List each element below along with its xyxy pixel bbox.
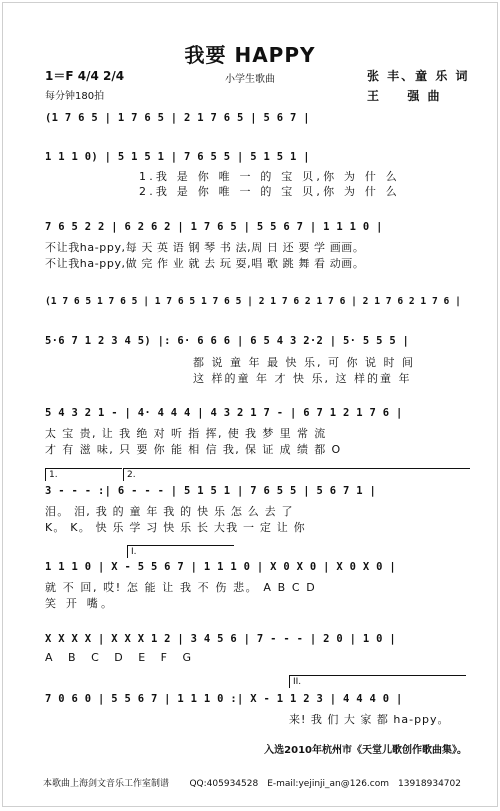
score-line-2: 1 1 1 0) | 5 1 5 1 | 7 6 5 5 | 5 1 5 1 | [45, 151, 310, 163]
lyric-line-7a: 泪。 泪, 我 的 童 年 我 的 快 乐 怎 么 去 了 [45, 505, 294, 518]
lyric-line-10: 来! 我 们 大 家 都 ha-ppy。 [289, 713, 450, 726]
tempo-marking: 每分钟180拍 [45, 91, 105, 102]
sheet-page [2, 2, 498, 807]
lyric-line-7b: K。 K。 快 乐 学 习 快 乐 长 大我 一 定 让 你 [45, 521, 306, 534]
lyric-line-8b: 笑 开 嘴。 [45, 597, 116, 610]
lyricist-credit: 张 丰、童 乐 词 [367, 69, 470, 83]
lyric-line-3b: 不让我ha-ppy,做 完 作 业 就 去 玩 耍,唱 歌 跳 舞 看 动画。 [45, 257, 365, 270]
score-line-5: 5·6 7 1 2 3 4 5) |: 6· 6 6 6 | 6 5 4 3 2·2 | 5· 5 5 5 | [45, 335, 410, 347]
score-line-9: X X X X | X X X 1 2 | 3 4 5 6 | 7 - - - | 2 0 | 1 0 | [45, 633, 396, 645]
lyric-line-2b: 2.我 是 你 唯 一 的 宝 贝,你 为 什 么 [139, 185, 400, 198]
lyric-line-5b: 这 样的童 年 才 快 乐, 这 样的童 年 [193, 372, 412, 385]
lyric-line-6b: 才 有 滋 味, 只 要 你 能 相 信 我, 保 证 成 绩 都 O [45, 443, 342, 456]
volta-roman-one: I. [127, 545, 234, 558]
volta-roman-two: II. [289, 675, 466, 688]
song-title: 我要 HAPPY [184, 43, 316, 67]
score-line-3: 7 6 5 2 2 | 6 2 6 2 | 1 7 6 5 | 5 5 6 7 | 1 1 1 0 | [45, 221, 383, 233]
lyric-line-2a: 1.我 是 你 唯 一 的 宝 贝,你 为 什 么 [139, 170, 400, 183]
score-line-1: (1 7 6 5 | 1 7 6 5 | 2 1 7 6 5 | 5 6 7 | [45, 112, 310, 124]
volta-second-ending: 2. [123, 468, 470, 481]
lyric-line-3a: 不让我ha-ppy,每 天 英 语 钢 琴 书 法,周 日 还 要 学 画画。 [45, 241, 365, 254]
score-line-10: 7 0 6 0 | 5 5 6 7 | 1 1 1 0 :| X - 1 1 2 3 | 4 4 4 0 | [45, 693, 403, 705]
score-line-6: 5 4 3 2 1 - | 4· 4 4 4 | 4 3 2 1 7 - | 6 7 1 2 1 7 6 | [45, 407, 403, 419]
lyric-line-9: A B C D E F G [45, 651, 198, 664]
score-line-4: (1 7 6 5 1 7 6 5 | 1 7 6 5 1 7 6 5 | 2 1 7 6 2 1 7 6 | 2 1 7 6 2 1 7 6 | [45, 296, 461, 307]
composer-credit: 王 强 曲 [367, 89, 442, 103]
lyric-line-5a: 都 说 童 年 最 快 乐, 可 你 说 时 间 [193, 356, 415, 369]
song-subtitle: 小学生歌曲 [225, 74, 275, 85]
studio-credit: 本歌曲上海剑文音乐工作室制谱 [43, 779, 170, 789]
award-note: 入选2010年杭州市《天堂儿歌创作歌曲集》。 [264, 745, 467, 756]
lyric-line-6a: 太 宝 贵, 让 我 绝 对 听 指 挥, 使 我 梦 里 常 流 [45, 427, 327, 440]
contact-info: QQ:405934528 E-mail:yejinji_an@126.com 13918934702 [189, 779, 461, 789]
lyric-line-8a: 就 不 回, 哎! 怎 能 让 我 不 伤 悲。 A B C D [45, 581, 317, 594]
key-signature: 1＝F 4/4 2/4 [45, 69, 125, 83]
score-line-8: 1 1 1 0 | X - 5 5 6 7 | 1 1 1 0 | X 0 X 0 | X 0 X 0 | [45, 561, 396, 573]
score-line-7: 3 - - - :| 6 - - - | 5 1 5 1 | 7 6 5 5 | 5 6 7 1 | [45, 485, 377, 497]
volta-first-ending: 1. [45, 468, 122, 481]
